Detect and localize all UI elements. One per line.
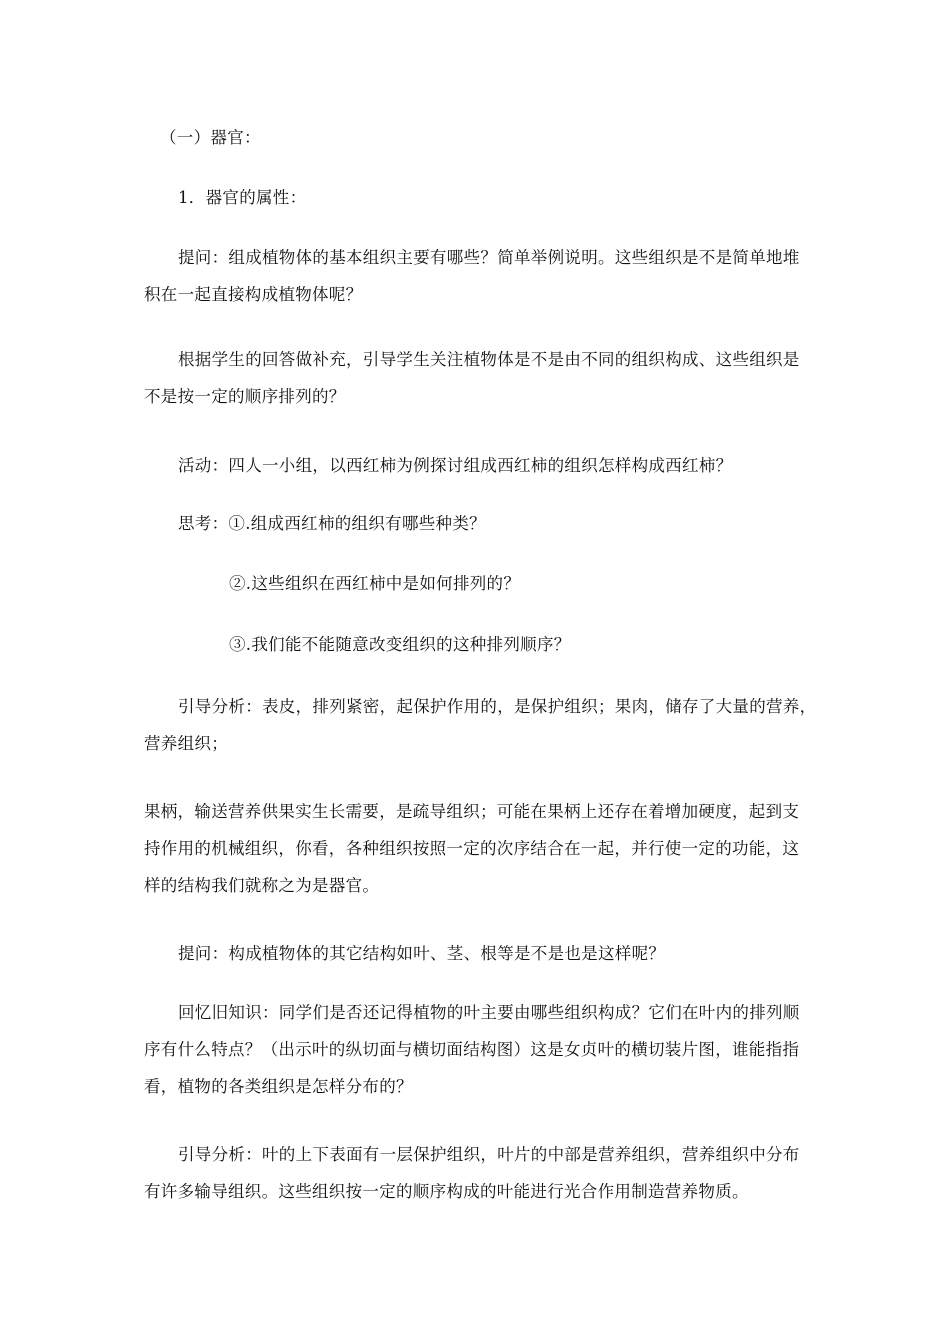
paragraph-fruit-stalk: 果柄，输送营养供果实生长需要，是疏导组织；可能在果柄上还存在着增加硬度，起到支 持作用的机械组织，你看，各种组织按照一定的次序结合在一起，并行使一定的功能，这 样的结构我们就称之为是器官。 [144,802,800,895]
section-heading-organ: （一）器官： [160,128,261,147]
paragraph-think-1: 思考：①.组成西红柿的组织有哪些种类？ [178,514,486,533]
paragraph-think-3: ③.我们能不能随意改变组织的这种排列顺序？ [229,635,571,654]
paragraph-activity: 活动：四人一小组，以西红柿为例探讨组成西红柿的组织怎样构成西红柿？ [178,456,733,475]
paragraph-question-basic-tissues: 提问：组成植物体的基本组织主要有哪些？简单举例说明。这些组织是不是简单地堆 积在一起直接构成植物体呢？ [144,248,800,304]
paragraph-guided-analysis-tomato: 引导分析：表皮，排列紧密，起保护作用的，是保护组织；果肉，储存了大量的营养， 营养组织； [144,697,817,753]
subheading-organ-attributes: 1．器官的属性： [178,188,307,207]
paragraph-supplement: 根据学生的回答做补充，引导学生关注植物体是不是由不同的组织构成、这些组织是 不是按一定的顺序排列的？ [144,350,800,406]
paragraph-recall: 回忆旧知识：同学们是否还记得植物的叶主要由哪些组织构成？它们在叶内的排列顺 序有什么特点？（出示叶的纵切面与横切面结构图）这是女贞叶的横切装片图，谁能指指 看，植物的各类组织是怎样分布的？ [144,1003,800,1096]
paragraph-question-other-structures: 提问：构成植物体的其它结构如叶、茎、根等是不是也是这样呢？ [178,944,666,963]
paragraph-guided-analysis-leaf: 引导分析：叶的上下表面有一层保护组织，叶片的中部是营养组织，营养组织中分布 有许多输导组织。这些组织按一定的顺序构成的叶能进行光合作用制造营养物质。 [144,1145,800,1201]
paragraph-think-2: ②.这些组织在西红柿中是如何排列的？ [229,574,521,593]
